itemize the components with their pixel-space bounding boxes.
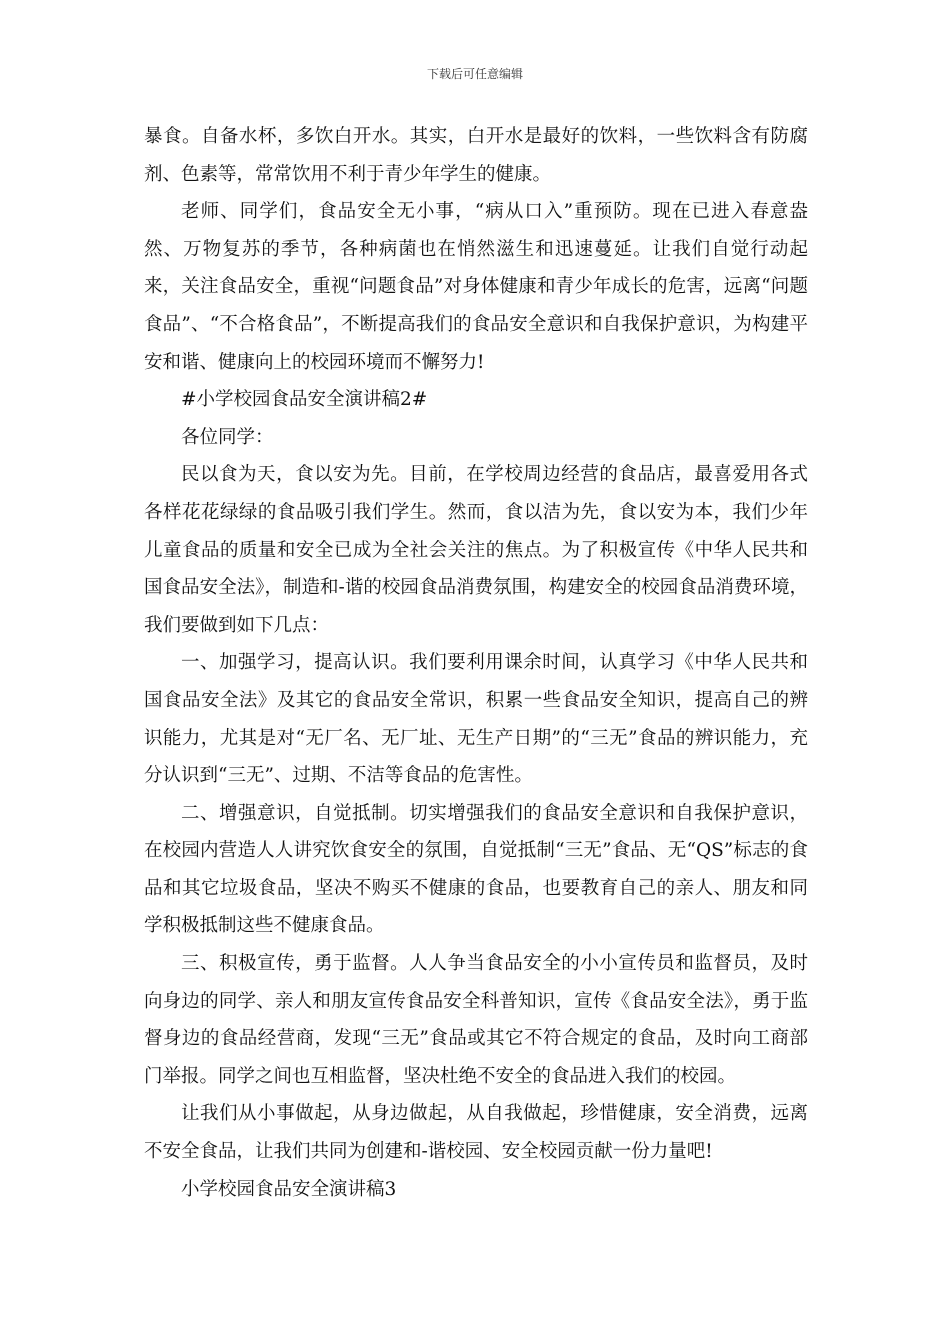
salutation: 各位同学：: [181, 426, 274, 448]
section-heading-2: #小学校园食品安全演讲稿2#: [181, 389, 428, 411]
paragraph-point-1: 一、加强学习，提高认识。我们要利用课余时间，认真学习《中华人民共和国食品安全法》及其它的食品安全常识，积累一些食品安全知识，提高自己的辨识能力，尤其是对“无厂名、无厂址、无生产日期”的“三无”食品的辨识能力，充分认识到“三无”、过期、不洁等食品的危害性。: [144, 652, 808, 787]
paragraph-2: 老师、同学们，食品安全无小事，“病从口入”重预防。现在已进入春意盎然、万物复苏的季节，各种病菌也在悄然滋生和迅速蔓延。让我们自觉行动起来，关注食品安全，重视“问题食品”对身体健康和青少年成长的危害，远离“问题食品”、“不合格食品”，不断提高我们的食品安全意识和自我保护意识，为构建平安和谐、健康向上的校园环境而不懈努力!: [144, 201, 808, 373]
paragraph-intro: 民以食为天，食以安为先。目前，在学校周边经营的食品店，最喜爱用各式各样花花绿绿的食品吸引我们学生。然而，食以洁为先，食以安为本，我们少年儿童食品的质量和安全已成为全社会关注的焦点。为了积极宣传《中华人民共和国食品安全法》，制造和-谐的校园食品消费氛围，构建安全的校园食品消费环境，我们要做到如下几点：: [144, 464, 808, 636]
paragraph-1: 暴食。自备水杯，多饮白开水。其实，白开水是最好的饮料，一些饮料含有防腐剂、色素等，常常饮用不利于青少年学生的健康。: [144, 126, 808, 185]
paragraph-closing: 让我们从小事做起，从身边做起，从自我做起，珍惜健康，安全消费，远离不安全食品，让我们共同为创建和-谐校园、安全校园贡献一份力量吧!: [144, 1103, 808, 1163]
section-heading-3: 小学校园食品安全演讲稿3: [181, 1178, 397, 1200]
paragraph-point-3: 三、积极宣传，勇于监督。人人争当食品安全的小小宣传员和监督员，及时向身边的同学、亲人和朋友宣传食品安全科普知识，宣传《食品安全法》，勇于监督身边的食品经营商，发现“三无”食品或其它不符合规定的食品，及时向工商部门举报。同学之间也互相监督，坚决杜绝不安全的食品进入我们的校园。: [144, 953, 808, 1087]
page-header: 下载后可任意编辑: [426, 67, 523, 81]
paragraph-point-2: 二、增强意识，自觉抵制。切实增强我们的食品安全意识和自我保护意识，在校园内营造人人讲究饮食安全的氛围，自觉抵制“三无”食品、无“QS”标志的食品和其它垃圾食品，坚决不购买不健康的食品，也要教育自己的亲人、朋友和同学积极抵制这些不健康食品。: [144, 802, 808, 937]
document-body: [144, 118, 808, 1208]
